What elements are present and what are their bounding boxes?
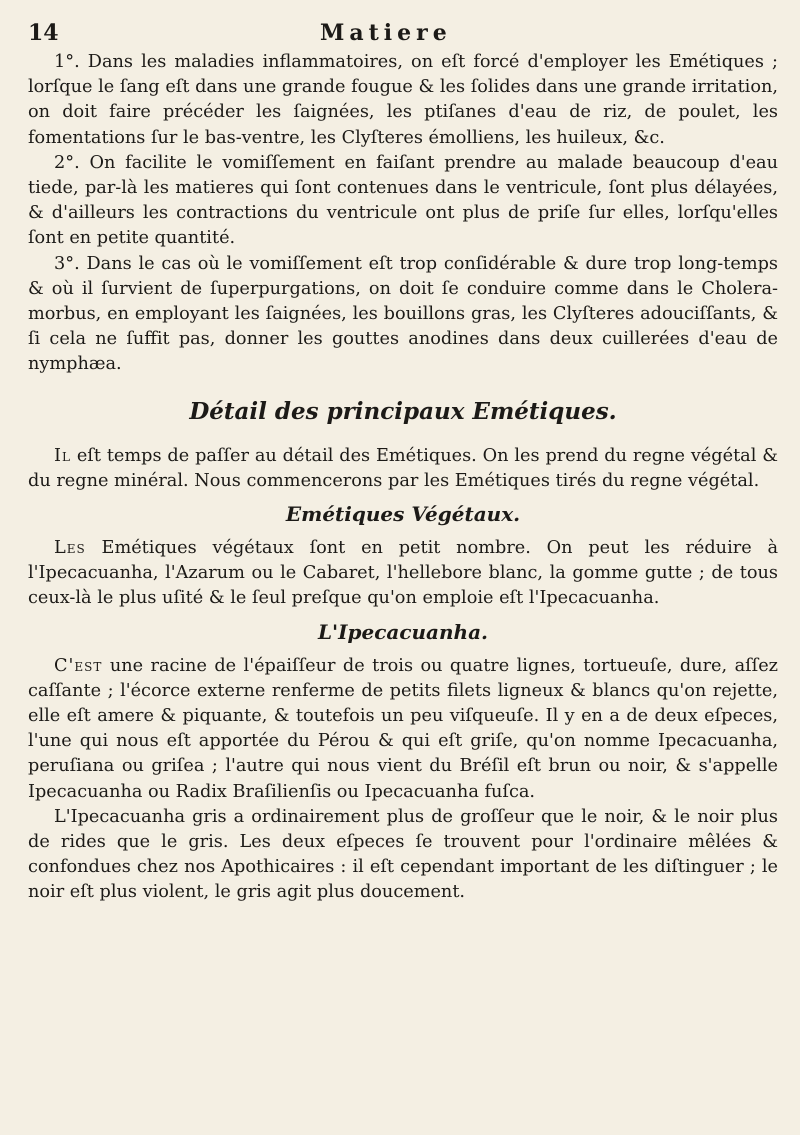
paragraph-excessive-vomiting: 3°. Dans le cas où le vomiſſement eſt trop conſidérable & dure trop long-temps & où il ſurvient de ſuperpurgations, on doit ſe conduire comme dans le Cholera-morbus, en employant les ſaignées, les bouillons gras, les Clyſteres adouciſſants, & ſi cela ne ſuffit pas, donner les gouttes anodines dans deux cuillerées d'eau de nymphæa.: [28, 253, 778, 375]
paragraph-body: Emétiques végétaux ſont en petit nombre. On peut les réduire à l'Ipecacuanha, l'Azarum ou le Cabaret, l'hellebore blanc, la gomme gutte ; de tous ceux-là le plus uſité & le ſeul preſque qu'on emploie eſt l'Ipecacuanha.: [28, 538, 778, 609]
paragraph-body: une racine de l'épaiſſeur de trois ou quatre lignes, tortueuſe, dure, aſſez caſſante ; l'écorce externe renferme de petits filets ligneux & blancs qu'on rejette, elle eſt amere & piquante, & toutefois un peu viſqueuſe. Il y en a de deux eſpeces, l'une qui nous eſt apportée du Pérou & qui eſt griſe, qu'on nomme Ipecacuanha, peruſiana ou griſea ; l'autre qui nous vient du Bréſil eſt brun ou noir, & s'appelle Ipecacuanha ou Radix Braſilienſis ou Ipecacuanha fuſca.: [28, 655, 778, 802]
subsection-title-vegetable-emetics: Emétiques Végétaux.: [285, 502, 521, 527]
paragraph-ipecacuanha-description: [28, 654, 778, 805]
paragraph-body: eſt temps de paſſer au détail des Emétiques. On les prend du regne végétal & du regne minéral. Nous commencerons par les Emétiques tirés du regne végétal.: [28, 445, 778, 491]
paragraph-vegetable-emetics: [28, 536, 778, 612]
running-title: Matiere: [320, 20, 452, 46]
section-title-emetics: Détail des principaux Emétiques.: [189, 397, 617, 425]
paragraph-lead-word: Les: [54, 538, 86, 559]
subsection-title-ipecacuanha: L'Ipecacuanha.: [317, 619, 489, 644]
paragraph-ipecacuanha-comparison: L'Ipecacuanha gris a ordinairement plus de groſſeur que le noir, & le noir plus de rides que le gris. Les deux eſpeces ſe trouvent pour l'ordinaire mêlées & confondues chez nos Apothicaires : il eſt cependant important de les diſtinguer ; le noir eſt plus violent, le gris agit plus doucement.: [28, 806, 778, 903]
paragraph-lead-word: C'est: [54, 655, 103, 676]
paragraph-facilitating-vomiting: 2°. On facilite le vomiſſement en faiſant prendre au malade beaucoup d'eau tiede, par-là les matieres qui ſont contenues dans le ventricule, ſont plus délayées, & d'ailleurs les contractions du ventricule ont plus de priſe ſur elles, lorſqu'elles ſont en petite quantité.: [28, 152, 778, 249]
paragraph-emetics-detail: [28, 444, 778, 494]
paragraph-inflammatory-diseases: 1°. Dans les maladies inflammatoires, on eſt forcé d'employer les Emétiques ; lorſque le ſang eſt dans une grande fougue & les ſolides dans une grande irritation, on doit faire précéder les ſaignées, les ptiſanes d'eau de riz, de poulet, les fomentations ſur le bas-ventre, les Clyſteres émolliens, les huileux, &c.: [28, 52, 778, 148]
page-number: 14: [28, 20, 59, 46]
paragraph-lead-word: Il: [54, 445, 71, 466]
running-header: [28, 16, 778, 50]
